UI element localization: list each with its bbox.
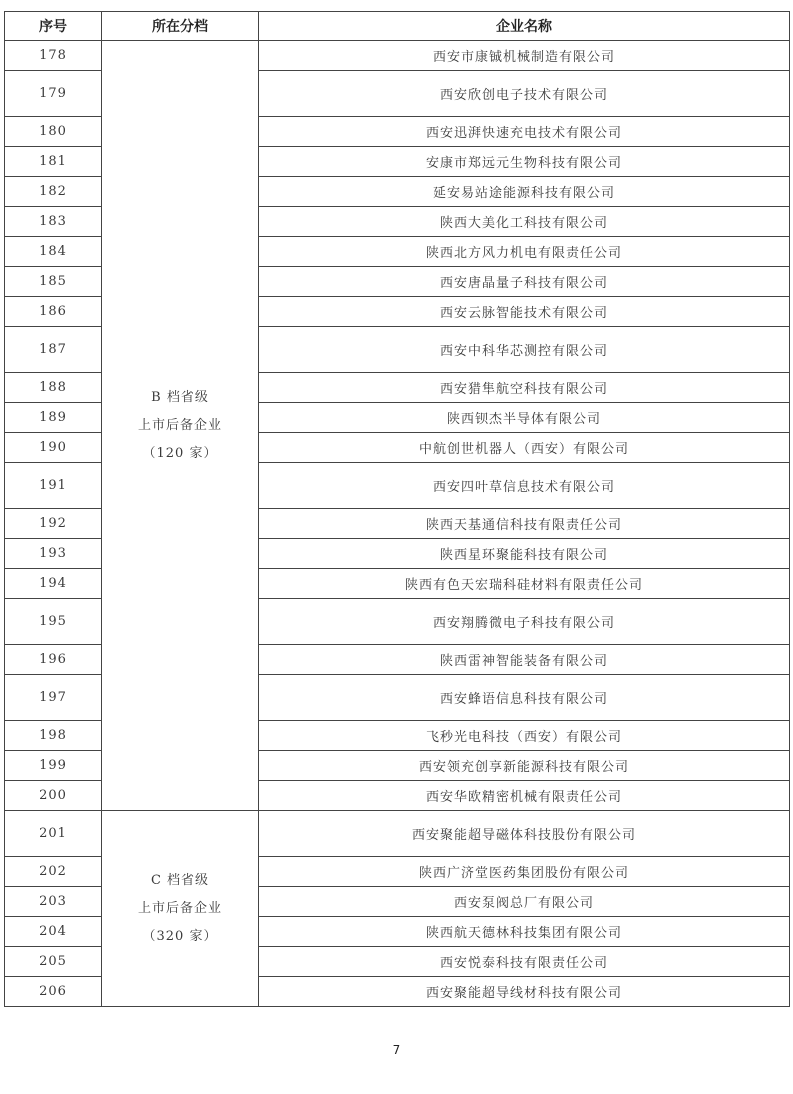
row-company-name: 西安云脉智能技术有限公司 bbox=[259, 297, 790, 327]
row-seq: 200 bbox=[5, 781, 102, 811]
row-company-name: 陕西有色天宏瑞科硅材料有限责任公司 bbox=[259, 569, 790, 599]
row-company-name: 西安聚能超导磁体科技股份有限公司 bbox=[259, 811, 790, 857]
tier-c-line1: C 档省级 bbox=[150, 872, 210, 888]
row-company-name: 陕西钡杰半导体有限公司 bbox=[259, 403, 790, 433]
row-company-name: 西安聚能超导线材科技有限公司 bbox=[259, 977, 790, 1007]
row-seq: 197 bbox=[5, 675, 102, 721]
tier-c-line2: 上市后备企业 bbox=[137, 900, 222, 916]
row-seq: 180 bbox=[5, 117, 102, 147]
row-seq: 188 bbox=[5, 373, 102, 403]
row-company-name: 陕西星环聚能科技有限公司 bbox=[259, 539, 790, 569]
row-company-name: 中航创世机器人（西安）有限公司 bbox=[259, 433, 790, 463]
row-company-name: 陕西大美化工科技有限公司 bbox=[259, 207, 790, 237]
tier-cell-c bbox=[102, 811, 259, 1007]
row-seq: 178 bbox=[5, 41, 102, 71]
row-company-name: 西安华欧精密机械有限责任公司 bbox=[259, 781, 790, 811]
row-company-name: 西安中科华芯测控有限公司 bbox=[259, 327, 790, 373]
row-company-name: 陕西雷神智能装备有限公司 bbox=[259, 645, 790, 675]
row-seq: 194 bbox=[5, 569, 102, 599]
row-seq: 202 bbox=[5, 857, 102, 887]
row-seq: 199 bbox=[5, 751, 102, 781]
row-seq: 181 bbox=[5, 147, 102, 177]
row-company-name: 西安领充创享新能源科技有限公司 bbox=[259, 751, 790, 781]
row-company-name: 飞秒光电科技（西安）有限公司 bbox=[259, 721, 790, 751]
page-number: 7 bbox=[392, 1043, 401, 1057]
row-company-name: 陕西广济堂医药集团股份有限公司 bbox=[259, 857, 790, 887]
row-company-name: 安康市郑远元生物科技有限公司 bbox=[259, 147, 790, 177]
tier-b-line3: （120 家） bbox=[142, 445, 218, 461]
tier-b-line1: B 档省级 bbox=[151, 389, 209, 405]
row-company-name: 西安蜂语信息科技有限公司 bbox=[259, 675, 790, 721]
row-seq: 198 bbox=[5, 721, 102, 751]
row-seq: 189 bbox=[5, 403, 102, 433]
row-company-name: 陕西天基通信科技有限责任公司 bbox=[259, 509, 790, 539]
row-seq: 190 bbox=[5, 433, 102, 463]
row-seq: 193 bbox=[5, 539, 102, 569]
row-company-name: 西安唐晶量子科技有限公司 bbox=[259, 267, 790, 297]
row-company-name: 陕西北方风力机电有限责任公司 bbox=[259, 237, 790, 267]
row-seq: 179 bbox=[5, 71, 102, 117]
row-seq: 204 bbox=[5, 917, 102, 947]
row-seq: 201 bbox=[5, 811, 102, 857]
row-company-name: 西安四叶草信息技术有限公司 bbox=[259, 463, 790, 509]
row-seq: 186 bbox=[5, 297, 102, 327]
row-company-name: 西安猎隼航空科技有限公司 bbox=[259, 373, 790, 403]
row-seq: 205 bbox=[5, 947, 102, 977]
enterprise-table bbox=[4, 11, 790, 1007]
row-seq: 196 bbox=[5, 645, 102, 675]
table-row bbox=[5, 41, 790, 71]
table-header-row bbox=[5, 12, 790, 41]
row-seq: 203 bbox=[5, 887, 102, 917]
row-company-name: 西安迅湃快速充电技术有限公司 bbox=[259, 117, 790, 147]
tier-cell-b bbox=[102, 41, 259, 811]
row-seq: 184 bbox=[5, 237, 102, 267]
row-seq: 206 bbox=[5, 977, 102, 1007]
tier-c-line3: （320 家） bbox=[142, 928, 218, 944]
tier-b-line2: 上市后备企业 bbox=[137, 417, 222, 433]
row-seq: 191 bbox=[5, 463, 102, 509]
row-company-name: 西安市康铖机械制造有限公司 bbox=[259, 41, 790, 71]
header-seq: 序号 bbox=[5, 12, 102, 41]
header-company-name: 企业名称 bbox=[259, 12, 790, 41]
row-company-name: 西安悦泰科技有限责任公司 bbox=[259, 947, 790, 977]
row-company-name: 延安易站途能源科技有限公司 bbox=[259, 177, 790, 207]
row-seq: 185 bbox=[5, 267, 102, 297]
row-seq: 192 bbox=[5, 509, 102, 539]
row-seq: 195 bbox=[5, 599, 102, 645]
row-seq: 183 bbox=[5, 207, 102, 237]
row-company-name: 西安翔腾微电子科技有限公司 bbox=[259, 599, 790, 645]
row-company-name: 西安泵阀总厂有限公司 bbox=[259, 887, 790, 917]
row-seq: 182 bbox=[5, 177, 102, 207]
table-row bbox=[5, 811, 790, 857]
row-seq: 187 bbox=[5, 327, 102, 373]
row-company-name: 陕西航天德林科技集团有限公司 bbox=[259, 917, 790, 947]
row-company-name: 西安欣创电子技术有限公司 bbox=[259, 71, 790, 117]
header-tier: 所在分档 bbox=[102, 12, 259, 41]
